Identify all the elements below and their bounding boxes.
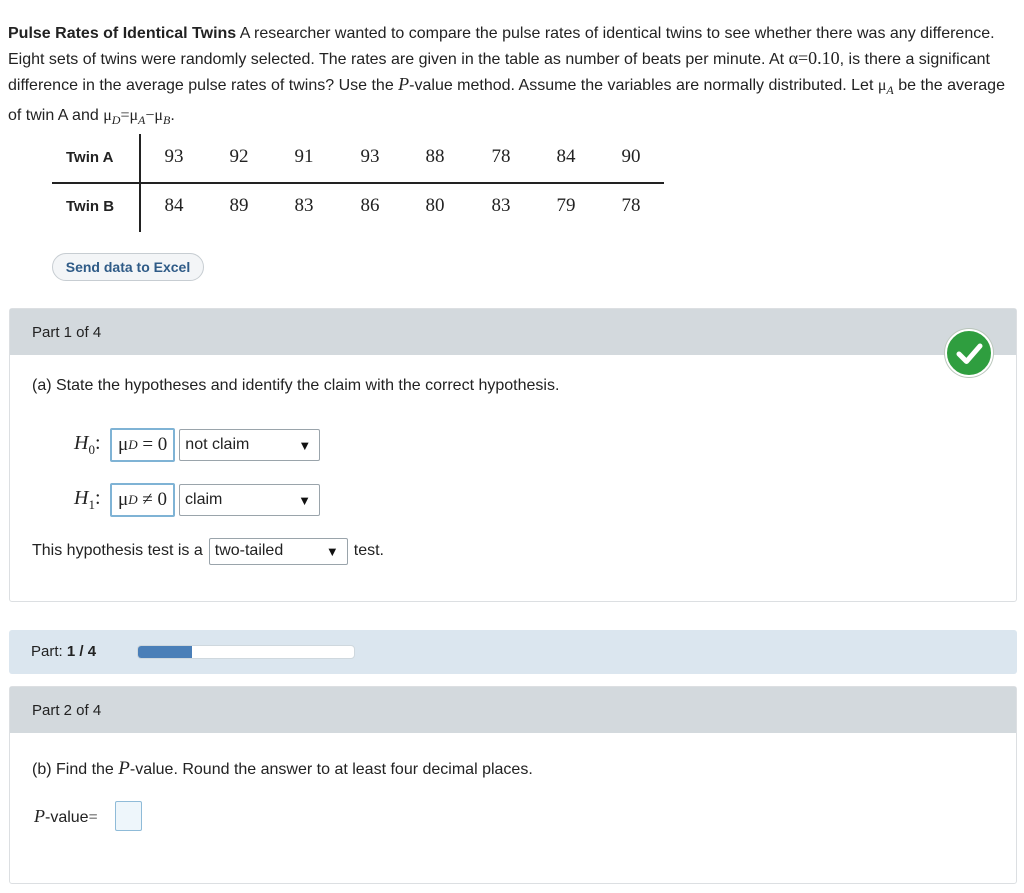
table-cell: 91 bbox=[294, 146, 314, 167]
table-divider-horizontal bbox=[52, 182, 664, 184]
null-hypothesis bbox=[74, 428, 320, 462]
problem-statement: Pulse Rates of Identical Twins A researcher wanted to compare the pulse rates of identical twins to see whether there was any difference. Eight sets of twins were randomly selected. The rates are given in the table as number of beats per minute. At α=0.10, is there a significant difference in the average pulse rates of twins? Use the P-value method. Assume the variables are normally distributed. Let $\mu_A$ be the average of twin A and $\mu_D=\mu_A-\mu_B$. bbox=[8, 25, 1005, 128]
table-cell: 90 bbox=[621, 146, 641, 167]
table-cell: 78 bbox=[621, 195, 641, 216]
checkmark-icon bbox=[945, 329, 993, 377]
table-cell: 79 bbox=[556, 195, 576, 216]
alternative-hypothesis bbox=[74, 483, 320, 517]
progress-bar-card bbox=[9, 630, 1017, 674]
table-cell: 86 bbox=[360, 195, 380, 216]
table-cell: 84 bbox=[556, 146, 576, 167]
table-row-twin-b bbox=[52, 183, 664, 232]
part-2-card bbox=[9, 686, 1017, 884]
h0-claim-select[interactable]: not claim ▼ bbox=[179, 429, 320, 461]
progress-label: Part: 1 / 4 bbox=[31, 643, 97, 660]
row-label: Twin A bbox=[66, 149, 114, 166]
table-cell: 83 bbox=[491, 195, 511, 216]
row-label: Twin B bbox=[66, 198, 115, 215]
part-2-question: (b) Find the P-value. Round the answer to at least four decimal places. bbox=[32, 758, 533, 779]
part-1-question: (a) State the hypotheses and identify the claim with the correct hypothesis. bbox=[32, 377, 560, 394]
test-type-line: This hypothesis test is a two-tailed ▼ test. bbox=[32, 537, 384, 565]
table-cell: 89 bbox=[229, 195, 249, 216]
part-2-header: Part 2 of 4 bbox=[10, 687, 1016, 733]
problem-title: Pulse Rates of Identical Twins bbox=[8, 25, 237, 42]
h0-expression-input[interactable]: μ D = 0 bbox=[110, 428, 175, 462]
progress-fill bbox=[138, 646, 192, 658]
pvalue-input[interactable] bbox=[115, 801, 142, 831]
table-cell: 88 bbox=[425, 146, 445, 167]
table-cell: 93 bbox=[164, 146, 184, 167]
h1-claim-select[interactable]: claim ▼ bbox=[179, 484, 320, 516]
table-cell: 84 bbox=[164, 195, 184, 216]
pvalue-label: P-value= bbox=[34, 806, 98, 826]
table-divider-vertical bbox=[139, 134, 141, 232]
send-to-excel-button[interactable]: Send data to Excel bbox=[52, 253, 204, 281]
test-type-select[interactable]: two-tailed ▼ bbox=[209, 538, 348, 565]
h0-label: $H_0$: bbox=[74, 432, 101, 457]
h1-label: $H_1$: bbox=[74, 487, 101, 512]
table-cell: 92 bbox=[229, 146, 249, 167]
h1-expression-input[interactable]: μ D ≠ 0 bbox=[110, 483, 175, 517]
triangle-down-icon: ▼ bbox=[325, 543, 339, 559]
table-cell: 93 bbox=[360, 146, 380, 167]
part-1-header: Part 1 of 4 bbox=[10, 309, 1016, 355]
triangle-down-icon: ▼ bbox=[298, 437, 312, 453]
twins-data-table bbox=[52, 134, 664, 232]
progress-track bbox=[137, 645, 355, 659]
table-cell: 83 bbox=[294, 195, 314, 216]
table-cell: 78 bbox=[491, 146, 511, 167]
table-row-twin-a bbox=[52, 134, 664, 183]
table-cell: 80 bbox=[425, 195, 445, 216]
triangle-down-icon: ▼ bbox=[298, 492, 312, 508]
